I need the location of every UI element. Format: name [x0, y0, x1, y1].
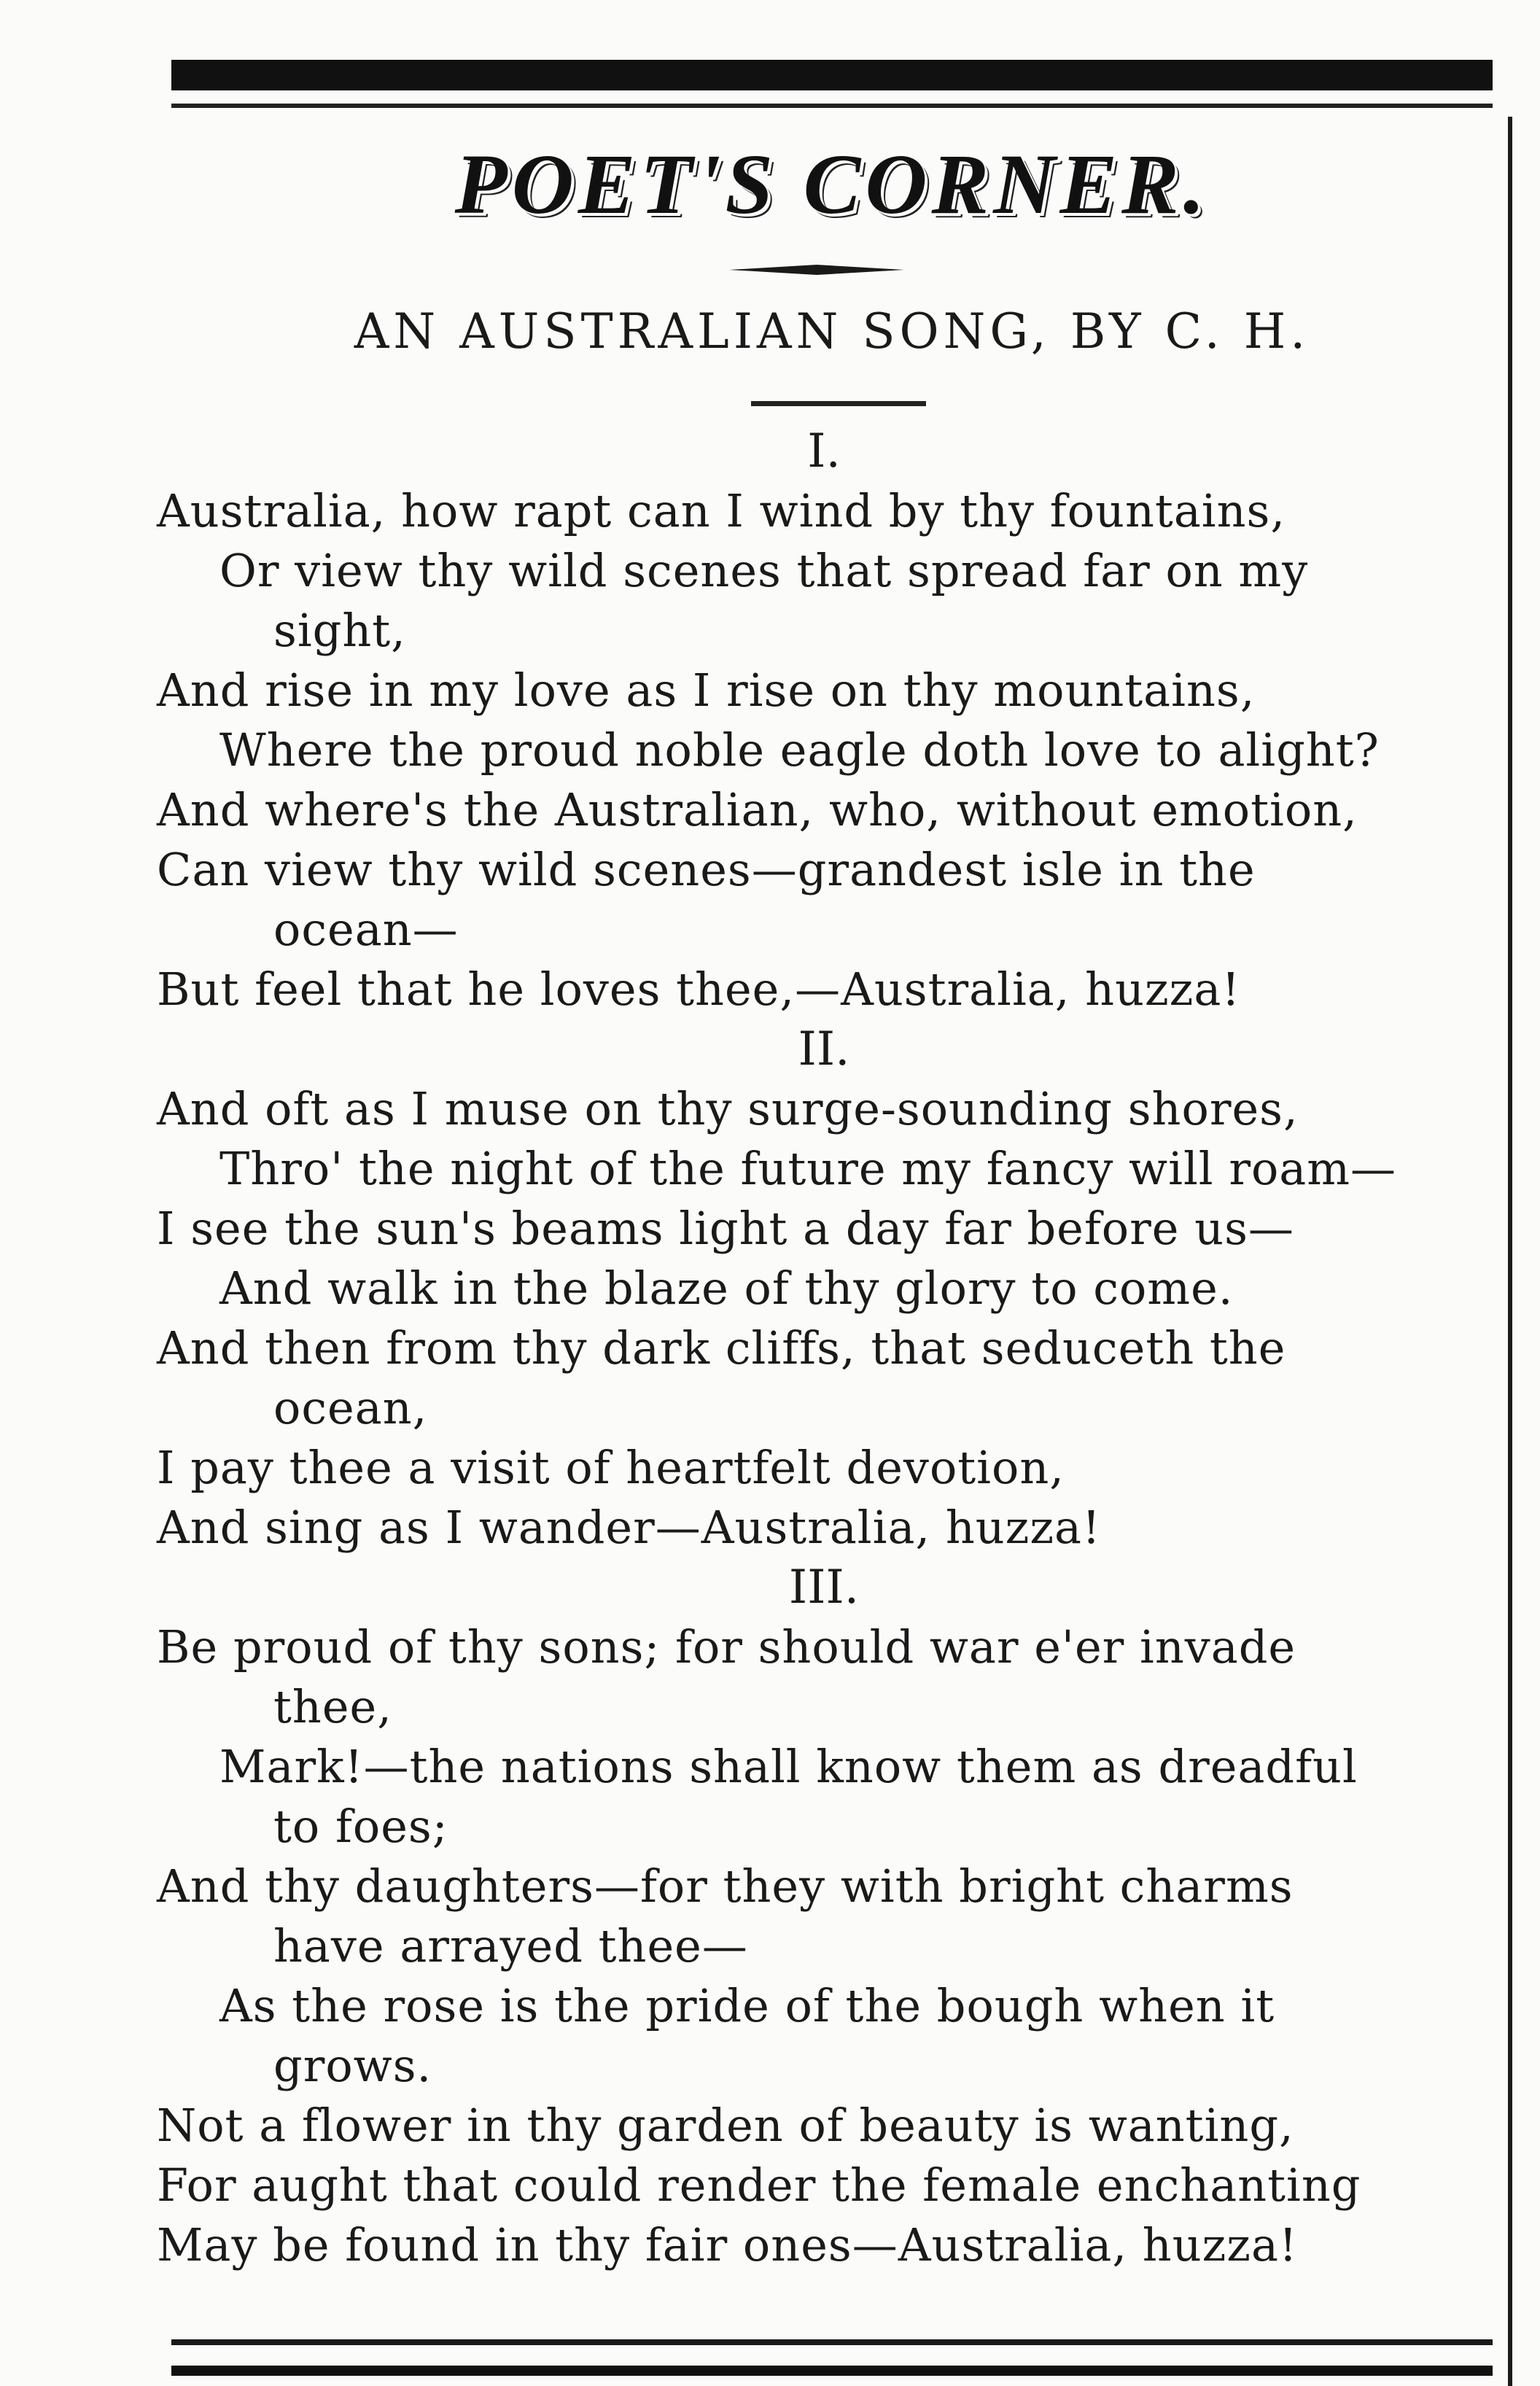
poem-line: For aught that could render the female enchanting: [157, 2158, 1361, 2212]
top-heavy-rule: [171, 60, 1493, 90]
poem-line: And thy daughters—for they with bright charms: [157, 1860, 1294, 1913]
poem-line: Be proud of thy sons; for should war e'er invade: [157, 1620, 1296, 1674]
bottom-thin-rule: [171, 2339, 1493, 2345]
poem-line: Where the proud noble eagle doth love to alight?: [219, 723, 1380, 777]
poem-line: I pay thee a visit of heartfelt devotion,: [157, 1441, 1065, 1494]
poem-line: Mark!—the nations shall know them as dreadful: [219, 1740, 1358, 1793]
poem-title: AN AUSTRALIAN SONG, BY C. H.: [354, 303, 1310, 360]
poem-body: [157, 421, 1491, 2275]
poem-line: have arrayed thee—: [273, 1919, 748, 1973]
title-rule: [751, 401, 926, 406]
poem-line: And then from thy dark cliffs, that seduceth the: [157, 1321, 1286, 1375]
poem-line: ocean—: [273, 903, 459, 956]
poem-line: I see the sun's beams light a day far before us—: [157, 1202, 1294, 1255]
poem-line: As the rose is the pride of the bough when it: [219, 1979, 1275, 2032]
column-border: [1508, 117, 1512, 2386]
poem-line: Or view thy wild scenes that spread far on my: [219, 544, 1309, 597]
poem-line: And sing as I wander—Australia, huzza!: [157, 1501, 1101, 1554]
poem-line: sight,: [273, 604, 406, 657]
stanza-numeral: III.: [788, 1561, 860, 1614]
ornament-divider: [729, 263, 904, 277]
poem-line: to foes;: [273, 1800, 448, 1853]
top-thin-rule: [171, 104, 1493, 108]
bottom-heavy-rule: [171, 2366, 1493, 2376]
poem-line: And rise in my love as I rise on thy mountains,: [157, 664, 1256, 717]
poem-line: And walk in the blaze of thy glory to come.: [219, 1262, 1234, 1315]
poem-line: And oft as I muse on thy surge-sounding shores,: [157, 1082, 1299, 1135]
masthead-title: POET'S CORNER.: [454, 136, 1210, 232]
stanza-numeral: I.: [807, 424, 841, 478]
stanza-numeral: II.: [798, 1022, 850, 1076]
poem-line: And where's the Australian, who, without emotion,: [157, 783, 1358, 836]
poem-line: Can view thy wild scenes—grandest isle in the: [157, 843, 1256, 896]
poem-line: grows.: [273, 2039, 432, 2092]
poem-line: May be found in thy fair ones—Australia, huzza!: [157, 2218, 1298, 2272]
poem-line: Thro' the night of the future my fancy will roam—: [219, 1142, 1397, 1195]
poem-line: thee,: [273, 1680, 392, 1733]
poem-line: But feel that he loves thee,—Australia, huzza!: [157, 963, 1241, 1016]
poem-line: Not a flower in thy garden of beauty is wanting,: [157, 2099, 1294, 2152]
poem-line: Australia, how rapt can I wind by thy fountains,: [157, 484, 1286, 537]
poem-line: ocean,: [273, 1381, 428, 1434]
